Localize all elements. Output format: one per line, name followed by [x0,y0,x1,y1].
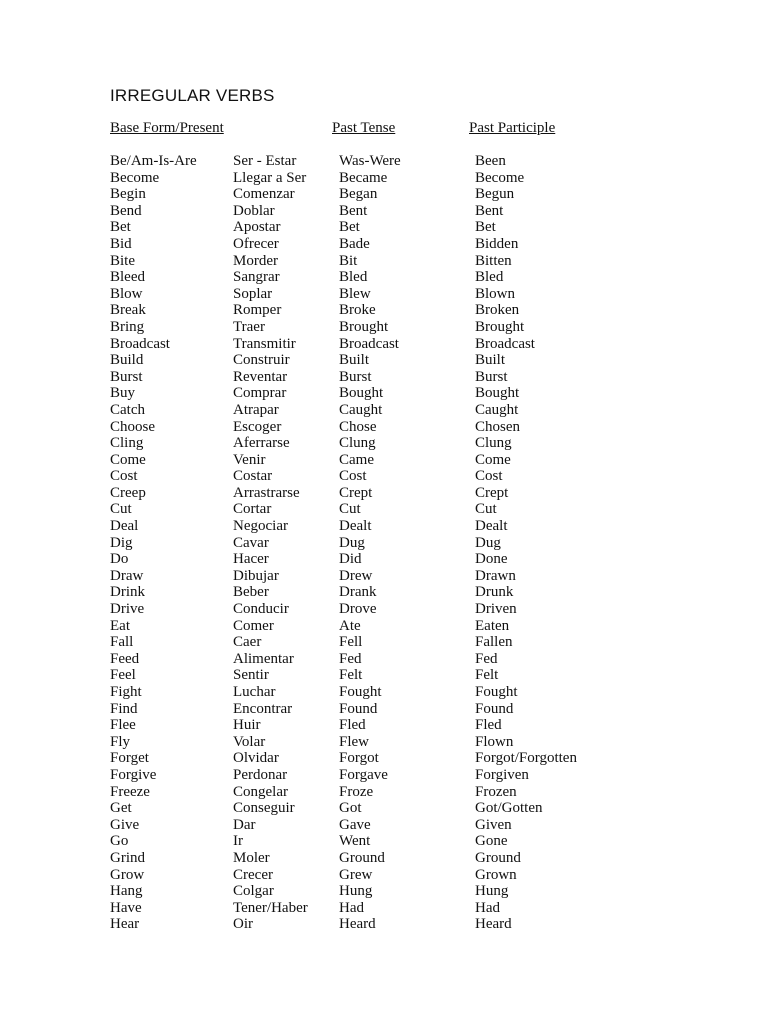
verb-past-tense: Drew [339,567,373,584]
verb-past-tense: Went [339,833,371,850]
verb-past-tense: Fought [339,684,382,700]
column-headers [0,120,768,140]
verb-past-tense: Ate [339,617,361,634]
verb-spanish: Dibujar [233,567,279,584]
verb-past-participle: Bled [475,269,504,286]
verb-base-form: Burst [110,368,143,385]
verb-past-participle: Fallen [475,634,513,651]
verb-row [0,435,768,452]
verb-row [0,186,768,203]
verb-row [0,568,768,585]
verb-past-participle: Got/Gotten [475,800,543,817]
verb-row [0,667,768,684]
verb-spanish: Ofrecer [233,235,279,252]
verb-past-participle: Crept [475,484,509,501]
verb-base-form: Become [110,169,160,186]
header-past-participle: Past Participle [469,120,556,136]
verb-spanish: Beber [233,584,269,601]
verb-spanish: Alimentar [233,650,294,667]
verb-row [0,236,768,253]
verb-past-participle: Had [475,899,500,916]
verb-base-form: Cut [110,501,132,518]
verb-past-participle: Cut [475,501,497,518]
verb-past-participle: Broken [475,302,520,319]
header-base-form: Base Form/Present [110,120,224,136]
verb-past-tense: Began [339,186,378,203]
verb-past-participle: Given [475,816,512,833]
verb-past-participle: Flown [475,733,514,750]
verb-past-participle: Broadcast [475,335,535,352]
verb-spanish: Dar [233,816,256,833]
verb-row [0,833,768,850]
verb-past-tense: Forgave [339,766,388,783]
verb-past-participle: Cost [475,468,503,485]
verb-list [0,153,768,933]
verb-base-form: Hang [110,883,143,900]
verb-base-form: Fall [110,634,134,651]
verb-base-form: Bite [110,252,135,269]
verb-spanish: Sangrar [233,269,280,286]
verb-spanish: Conducir [233,601,289,618]
verb-base-form: Fly [110,733,131,750]
verb-past-participle: Fought [475,684,518,700]
verb-spanish: Encontrar [233,700,293,717]
verb-past-participle: Felt [475,667,499,684]
verb-base-form: Do [110,551,129,568]
verb-past-tense: Brought [339,318,389,335]
verb-base-form: Cost [110,468,138,485]
verb-past-tense: Bade [339,235,370,252]
verb-row [0,352,768,369]
verb-past-participle: Begun [475,186,515,203]
verb-past-tense: Broke [339,302,376,319]
verb-row [0,900,768,917]
verb-spanish: Congelar [233,783,288,800]
verb-past-tense: Dug [339,534,365,551]
verb-base-form: Forget [110,750,149,767]
verb-spanish: Romper [233,302,282,319]
verb-past-participle: Blown [475,285,516,302]
verb-spanish: Ser - Estar [233,153,297,169]
verb-past-tense: Hung [339,883,373,900]
verb-past-tense: Cost [339,468,367,485]
verb-spanish: Moler [233,849,270,866]
verb-row [0,684,768,701]
verb-row [0,319,768,336]
verb-spanish: Oir [233,916,253,933]
verb-past-participle: Found [475,700,514,717]
verb-base-form: Flee [110,717,136,734]
verb-base-form: Buy [110,385,136,402]
verb-past-participle: Caught [475,401,519,418]
verb-base-form: Choose [110,418,155,435]
verb-base-form: Feel [110,667,136,684]
verb-row [0,817,768,834]
verb-base-form: Feed [110,650,140,667]
verb-past-participle: Grown [475,866,517,883]
verb-past-participle: Bet [475,219,496,236]
verb-row [0,767,768,784]
verb-spanish: Conseguir [233,800,295,817]
verb-past-participle: Dealt [475,518,508,535]
verb-spanish: Construir [233,352,290,369]
verb-base-form: Give [110,816,140,833]
verb-past-tense: Got [339,800,362,817]
verb-past-tense: Became [339,169,388,186]
verb-row [0,634,768,651]
verb-spanish: Caer [233,634,262,651]
verb-base-form: Broadcast [110,335,170,352]
verb-row [0,302,768,319]
verb-past-participle: Bidden [475,235,519,252]
verb-past-participle: Burst [475,368,508,385]
verb-past-tense: Fed [339,650,362,667]
verb-base-form: Bid [110,235,132,252]
verb-base-form: Dig [110,534,133,551]
verb-past-tense: Froze [339,783,374,800]
verb-past-participle: Clung [475,435,512,452]
verb-row [0,850,768,867]
verb-past-participle: Bitten [475,252,512,269]
verb-spanish: Volar [233,733,266,750]
verb-past-participle: Drunk [475,584,514,601]
verb-past-participle: Been [475,153,506,169]
verb-past-participle: Ground [475,849,521,866]
verb-past-participle: Driven [475,601,517,618]
verb-base-form: Deal [110,518,139,535]
verb-spanish: Traer [233,318,265,335]
verb-past-participle: Fed [475,650,498,667]
verb-past-participle: Eaten [475,617,510,634]
verb-row [0,784,768,801]
verb-past-tense: Flew [339,733,369,750]
verb-past-participle: Heard [475,916,512,933]
verb-past-tense: Bit [339,252,358,269]
verb-base-form: Find [110,700,138,717]
verb-past-tense: Forgot [339,750,379,767]
verb-base-form: Fight [110,684,142,700]
verb-spanish: Negociar [233,518,288,535]
verb-past-participle: Come [475,451,511,468]
verb-base-form: Forgive [110,766,157,783]
verb-base-form: Get [110,800,132,817]
verb-base-form: Bring [110,318,145,335]
verb-spanish: Comprar [233,385,287,402]
verb-past-tense: Found [339,700,378,717]
verb-base-form: Drink [110,584,145,601]
verb-spanish: Venir [233,451,266,468]
verb-base-form: Break [110,302,146,319]
verb-spanish: Hacer [233,551,269,568]
verb-row [0,800,768,817]
verb-spanish: Crecer [233,866,273,883]
verb-row [0,419,768,436]
verb-past-participle: Become [475,169,525,186]
verb-past-tense: Broadcast [339,335,399,352]
verb-base-form: Blow [110,285,143,302]
verb-past-participle: Bought [475,385,520,402]
verb-past-tense: Blew [339,285,371,302]
verb-past-tense: Crept [339,484,373,501]
verb-row [0,618,768,635]
verb-row [0,203,768,220]
verb-spanish: Doblar [233,202,275,219]
page-title: IRREGULAR VERBS [110,86,275,105]
verb-past-participle: Hung [475,883,509,900]
verb-row [0,883,768,900]
verb-row [0,485,768,502]
verb-spanish: Olvidar [233,750,279,767]
verb-row [0,253,768,270]
verb-past-tense: Bent [339,202,368,219]
verb-row [0,750,768,767]
verb-past-tense: Had [339,899,364,916]
verb-spanish: Llegar a Ser [233,169,307,186]
verb-spanish: Reventar [233,368,288,385]
verb-past-participle: Done [475,551,508,568]
verb-row [0,452,768,469]
verb-row [0,518,768,535]
verb-row [0,651,768,668]
verb-spanish: Sentir [233,667,269,684]
verb-spanish: Arrastrarse [233,484,300,501]
verb-spanish: Huir [233,717,261,734]
verb-past-tense: Bought [339,385,384,402]
verb-row [0,336,768,353]
verb-row [0,170,768,187]
verb-base-form: Build [110,352,144,369]
verb-row [0,219,768,236]
verb-row [0,269,768,286]
verb-past-tense: Bled [339,269,368,286]
verb-base-form: Begin [110,186,146,203]
verb-base-form: Catch [110,401,145,418]
verb-base-form: Eat [110,617,130,634]
verb-row [0,385,768,402]
verb-spanish: Transmitir [233,335,296,352]
verb-spanish: Costar [233,468,273,485]
verb-spanish: Apostar [233,219,281,236]
verb-past-tense: Did [339,551,362,568]
verb-spanish: Ir [233,833,243,850]
verb-past-tense: Grew [339,866,373,883]
verb-spanish: Escoger [233,418,282,435]
verb-row [0,501,768,518]
verb-row [0,402,768,419]
verb-past-tense: Caught [339,401,383,418]
verb-row [0,535,768,552]
verb-row [0,551,768,568]
verb-base-form: Draw [110,567,144,584]
verb-past-tense: Fell [339,634,363,651]
verb-past-participle: Forgot/Forgotten [475,750,577,767]
verb-past-tense: Chose [339,418,377,435]
verb-row [0,734,768,751]
verb-row [0,584,768,601]
verb-past-tense: Cut [339,501,361,518]
verb-past-tense: Burst [339,368,372,385]
verb-base-form: Bend [110,202,142,219]
verb-past-participle: Bent [475,202,504,219]
verb-base-form: Come [110,451,146,468]
verb-past-participle: Fled [475,717,502,734]
verb-past-participle: Dug [475,534,501,551]
verb-past-tense: Built [339,352,370,369]
verb-past-tense: Drove [339,601,377,618]
verb-base-form: Be/Am-Is-Are [110,153,197,169]
verb-spanish: Tener/Haber [233,899,308,916]
verb-row [0,369,768,386]
verb-past-tense: Bet [339,219,360,236]
verb-past-participle: Drawn [475,567,516,584]
verb-past-participle: Gone [475,833,508,850]
verb-past-tense: Was-Were [339,153,401,169]
verb-past-participle: Chosen [475,418,520,435]
verb-spanish: Aferrarse [233,435,290,452]
verb-base-form: Freeze [110,783,150,800]
verb-base-form: Go [110,833,129,850]
verb-spanish: Morder [233,252,278,269]
verb-base-form: Grind [110,849,145,866]
verb-spanish: Perdonar [233,766,288,783]
verb-past-tense: Fled [339,717,366,734]
verb-past-tense: Dealt [339,518,372,535]
verb-past-participle: Brought [475,318,525,335]
verb-row [0,286,768,303]
verb-spanish: Cortar [233,501,272,518]
verb-past-tense: Ground [339,849,385,866]
verb-past-participle: Forgiven [475,766,529,783]
verb-spanish: Soplar [233,285,273,302]
verb-past-tense: Came [339,451,374,468]
verb-base-form: Bet [110,219,131,236]
verb-row [0,717,768,734]
verb-spanish: Cavar [233,534,269,551]
verb-past-participle: Built [475,352,506,369]
verb-past-tense: Clung [339,435,376,452]
verb-row [0,468,768,485]
verb-row [0,701,768,718]
verb-past-tense: Heard [339,916,376,933]
verb-base-form: Hear [110,916,140,933]
verb-past-tense: Gave [339,816,371,833]
verb-past-tense: Felt [339,667,363,684]
verb-spanish: Colgar [233,883,274,900]
verb-base-form: Drive [110,601,145,618]
verb-spanish: Comer [233,617,274,634]
verb-row [0,153,768,170]
verb-row [0,867,768,884]
header-past-tense: Past Tense [332,120,396,136]
verb-base-form: Have [110,899,142,916]
verb-spanish: Luchar [233,684,276,700]
verb-spanish: Atrapar [233,401,279,418]
verb-spanish: Comenzar [233,186,295,203]
verb-base-form: Creep [110,484,146,501]
verb-past-participle: Frozen [475,783,517,800]
verb-base-form: Bleed [110,269,145,286]
verb-row [0,916,768,933]
verb-row [0,601,768,618]
verb-past-tense: Drank [339,584,377,601]
verb-base-form: Grow [110,866,145,883]
verb-base-form: Cling [110,435,144,452]
